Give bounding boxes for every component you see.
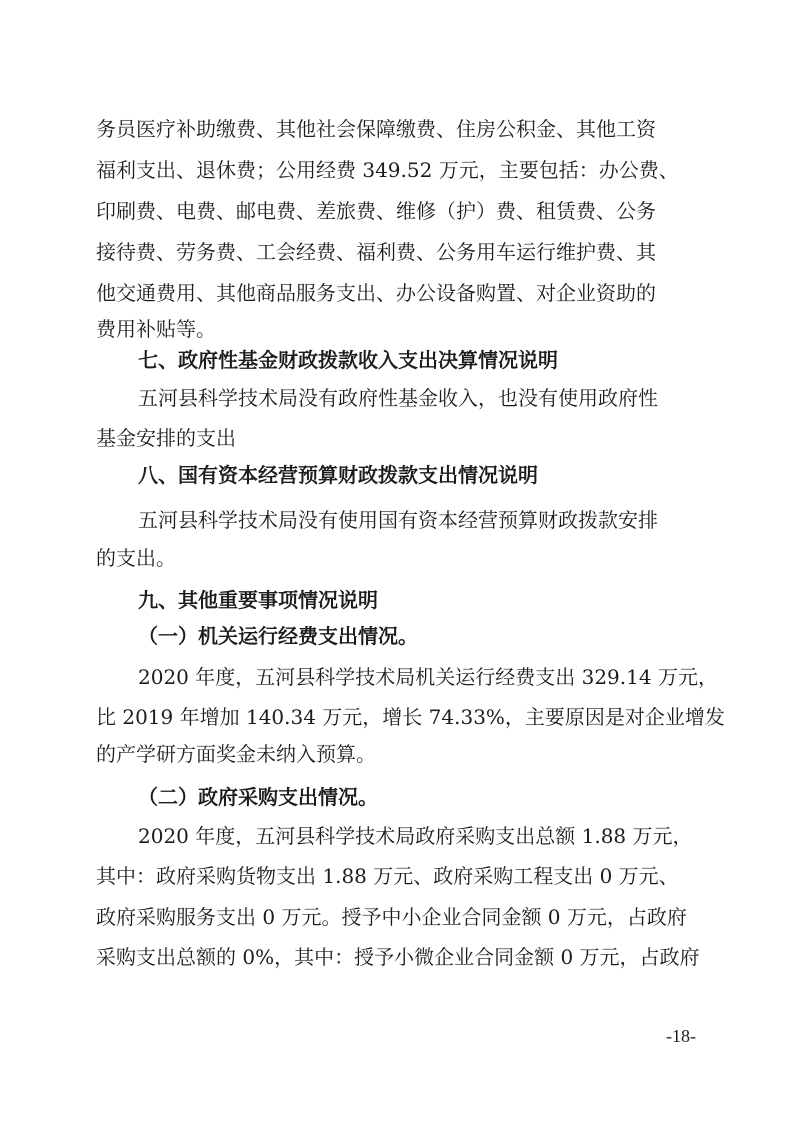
body-text-line: 他交通费用、其他商品服务支出、办公设备购置、对企业资助的 [96,281,656,305]
body-text-line: 2020 年度，五河县科学技术局政府采购支出总额 1.88 万元， [138,824,693,848]
subsection-heading-2: （二）政府采购支出情况。 [138,785,378,809]
body-text-line: 采购支出总额的 0%，其中：授予小微企业合同金额 0 万元，占政府 [96,945,700,969]
body-text-line: 比 2019 年增加 140.34 万元，增长 74.33%，主要原因是对企业增发 [96,705,725,729]
body-text-line: 费用补贴等。 [96,317,216,341]
body-text-line: 福利支出、退休费；公用经费 349.52 万元，主要包括：办公费、 [96,158,679,182]
section-heading-7: 七、政府性基金财政拨款收入支出决算情况说明 [138,348,558,372]
body-text-line: 的产学研方面奖金未纳入预算。 [96,742,376,766]
body-text-line: 基金安排的支出 [96,426,236,450]
body-text-line: 的支出。 [96,546,176,570]
body-text-line: 其中：政府采购货物支出 1.88 万元、政府采购工程支出 0 万元、 [96,864,679,888]
body-text-line: 五河县科学技术局没有使用国有资本经营预算财政拨款安排 [138,508,658,532]
body-text-line: 五河县科学技术局没有政府性基金收入，也没有使用政府性 [138,386,658,410]
subsection-heading-1: （一）机关运行经费支出情况。 [138,624,418,648]
body-text-line: 2020 年度，五河县科学技术局机关运行经费支出 329.14 万元， [138,665,718,689]
body-text-line: 接待费、劳务费、工会经费、福利费、公务用车运行维护费、其 [96,240,656,264]
page-number: -18- [666,1026,696,1046]
section-heading-9: 九、其他重要事项情况说明 [138,588,378,612]
body-text-line: 务员医疗补助缴费、其他社会保障缴费、住房公积金、其他工资 [96,117,656,141]
section-heading-8: 八、国有资本经营预算财政拨款支出情况说明 [138,463,538,487]
body-text-line: 政府采购服务支出 0 万元。授予中小企业合同金额 0 万元，占政府 [96,905,687,929]
body-text-line: 印刷费、电费、邮电费、差旅费、维修（护）费、租赁费、公务 [96,199,656,223]
